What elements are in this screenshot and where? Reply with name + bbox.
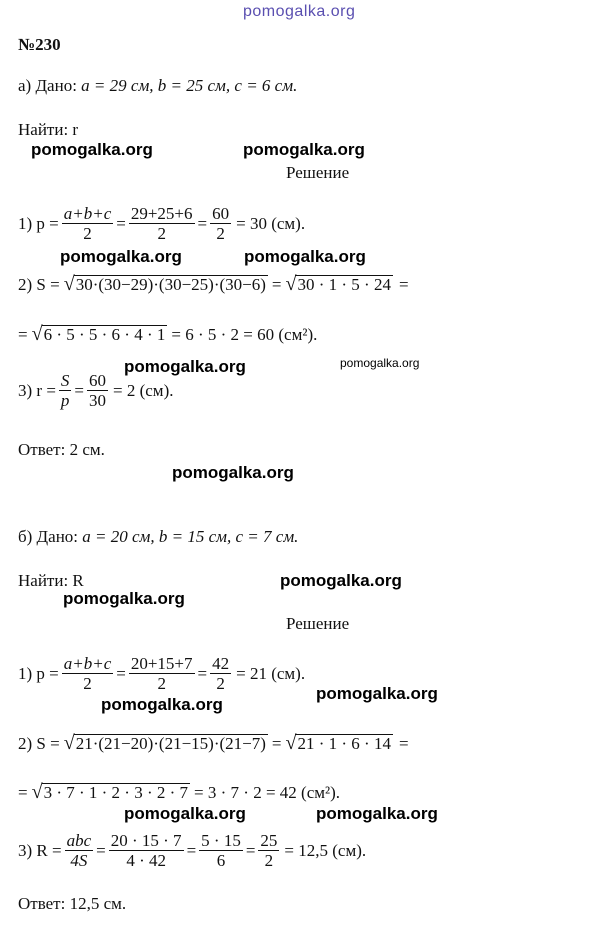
numerator: 20+15+7 [130,654,193,673]
numerator: S [60,371,70,390]
part-a-find: Найти: r [18,120,79,139]
radicand: 30·(30−29)·(30−25)·(30−6) [75,275,266,294]
given-label: а) Дано: [18,76,82,95]
denominator: p [60,391,70,410]
fraction [59,372,72,409]
watermark: pomogalka.org [124,357,246,376]
numerator: a+b+c [63,654,112,673]
step-label: 2) S = [18,274,60,294]
denominator: 30 [89,391,107,410]
step-label: 1) p = [18,214,59,233]
fraction [129,205,195,242]
watermark: pomogalka.org [101,695,223,714]
denominator: 2 [157,674,166,693]
watermark: pomogalka.org [172,463,294,482]
numerator: a+b+c [63,204,112,223]
part-b-step1: 1) p = $\frac{a+b+c}{2}$ = $\frac{20+15+7}{2}$ = $\frac{42}{2}$ = 21 (см). [18,654,306,693]
watermark: pomogalka.org [280,571,402,590]
part-a-step2: 2) S = √ 30·(30−29)·(30−25)·(30−6) = √ 30 · 1 · 5 · 24 = [18,273,409,295]
step-result: = 3 · 7 · 2 = 42 (см²). [194,782,341,802]
watermark: pomogalka.org [244,247,366,266]
watermark: pomogalka.org [124,804,246,823]
step-label: 2) S = [18,733,60,753]
part-b-given [18,527,298,547]
denominator: 4S [70,851,88,870]
step-result: = 12,5 (см). [284,841,367,860]
part-a-solution-heading: Решение [286,163,350,182]
watermark-top: pomogalka.org [243,3,356,20]
given-values: a = 29 см, b = 25 см, c = 6 см. [81,76,298,95]
watermark: pomogalka.org [63,589,185,608]
part-b-find: Найти: R [18,571,84,590]
part-b-answer: Ответ: 12,5 см. [18,894,127,913]
radicand: 21·(21−20)·(21−15)·(21−7) [75,734,266,753]
problem-number: №230 [18,35,61,54]
part-a-answer: Ответ: 2 см. [18,440,105,459]
step-result: = 6 · 5 · 2 = 60 (см²). [171,324,318,344]
step-result: = 21 (см). [236,664,306,683]
part-b-solution-heading: Решение [286,614,350,633]
denominator: 2 [157,224,166,243]
denominator: 2 [83,674,92,693]
watermark-small: pomogalka.org [340,356,420,370]
watermark: pomogalka.org [243,140,365,159]
numerator: abc [66,831,92,850]
numerator: 5 · 15 [201,831,241,850]
radicand: 3 · 7 · 1 · 2 · 3 · 2 · 7 [43,783,189,802]
fraction [129,655,195,692]
numerator: 60 [212,204,230,223]
denominator: 2 [83,224,92,243]
fraction [62,655,114,692]
fraction [87,372,108,409]
denominator: 6 [216,851,226,870]
given-label: б) Дано: [18,527,83,546]
numerator: 42 [212,654,230,673]
step-label: 3) r = [18,381,56,400]
part-a-step3: 3) r = $\frac{S}{p}$ = $\frac{60}{30}$ = 2 (см). [18,371,174,410]
fraction [109,832,184,869]
step-label: 1) p = [18,664,59,683]
fraction [210,205,231,242]
denominator: 4 · 42 [126,851,166,870]
part-b-step2-cont: = √ 3 · 7 · 1 · 2 · 3 · 2 · 7 = 3 · 7 · 2 = 42 (см²). [18,781,341,803]
denominator: 2 [216,224,225,243]
part-b-step3: 3) R = $\frac{\text{abc}}{4S}$ = $\frac{20 \cdot 15 \cdot 7}{4 \cdot 42}$ = $\frac{5 \cdot 15}{6}$ = $\frac{25}{2}$ = 12,5 (см). [18,831,367,870]
watermark: pomogalka.org [316,804,438,823]
part-a-step1: 1) p = $\frac{a+b+c}{2}$ = $\frac{29+25+6}{2}$ = $\frac{60}{2}$ = 30 (см). [18,204,306,243]
step-label: 3) R = [18,841,62,860]
fraction [65,832,94,869]
numerator: 20 · 15 · 7 [110,831,182,850]
watermark: pomogalka.org [60,247,182,266]
given-values: a = 20 см, b = 15 см, c = 7 см. [82,527,299,546]
part-a-given [18,76,297,96]
fraction [258,832,279,869]
denominator: 2 [216,674,225,693]
fraction [210,655,231,692]
part-a-step2-cont: = √ 6 · 5 · 5 · 6 · 4 · 1 = 6 · 5 · 2 = 60 (см²). [18,323,318,345]
numerator: 25 [260,831,278,850]
radicand: 21 · 1 · 6 · 14 [297,734,391,753]
watermark: pomogalka.org [31,140,153,159]
fraction [199,832,243,869]
fraction [62,205,114,242]
step-result: = 30 (см). [236,214,306,233]
watermark: pomogalka.org [316,684,438,703]
numerator: 29+25+6 [130,204,193,223]
step-result: = 2 (см). [113,381,174,400]
numerator: 60 [89,371,107,390]
radicand: 30 · 1 · 5 · 24 [297,275,391,294]
denominator: 2 [264,851,274,870]
radicand: 6 · 5 · 5 · 6 · 4 · 1 [43,325,166,344]
part-b-step2: 2) S = √ 21·(21−20)·(21−15)·(21−7) = √ 21 · 1 · 6 · 14 = [18,732,409,754]
